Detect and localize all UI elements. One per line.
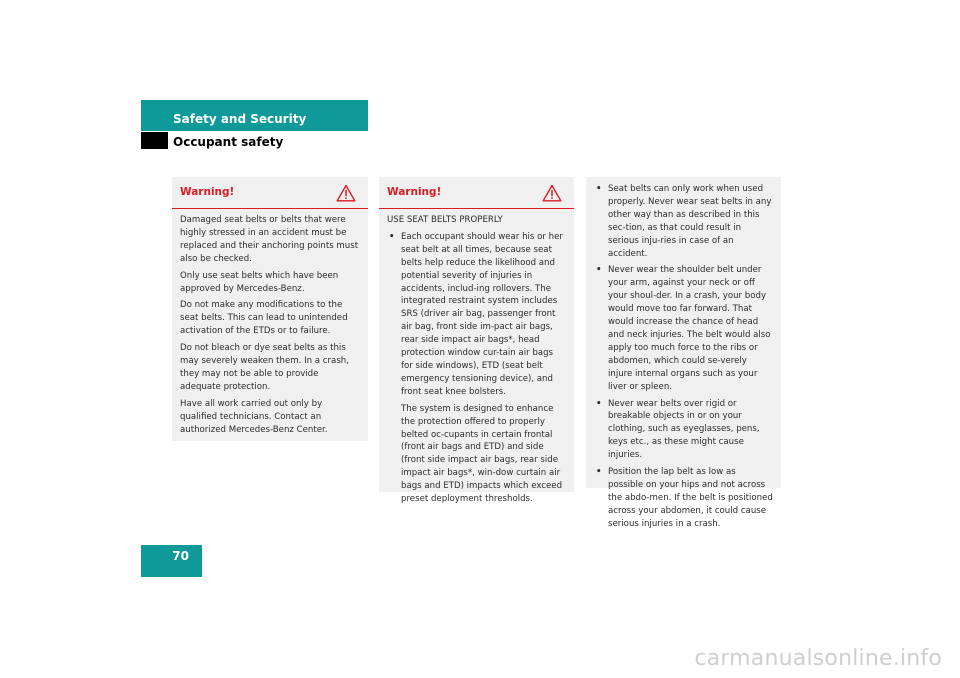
paragraph: Do not make any modifications to the seat belts. This can lead to unintended activation of the ETDs or to failure. (180, 300, 348, 337)
warning-header (172, 177, 368, 209)
paragraph: Do not bleach or dye seat belts as this may severely weaken them. In a crash, they may not be able to provide adequate protection. (180, 343, 349, 392)
list-item-text: Seat belts can only work when used properly. Never wear seat belts in any other way than as described in this sec-tion, as that could result in serious inju-ries in case of an accident. (608, 184, 772, 259)
list-item (594, 466, 773, 531)
warning-body (379, 209, 574, 506)
bullet-list (387, 231, 566, 399)
warning-triangle-icon (336, 184, 356, 202)
subsection-title: Occupant safety (173, 135, 284, 149)
list-item-text: Never wear the shoulder belt under your arm, against your neck or off your shoul-der. In a crash, your body would move too far forward. That would increase the chance of head and neck injuries. The belt would also apply too much force to the ribs or abdomen, which could se-verely injure internal organs such as your liver or spleen. (608, 265, 771, 392)
bullet-mark: • (596, 265, 602, 276)
paragraph: Only use seat belts which have been approved by Mercedes-Benz. (180, 270, 339, 294)
list-item (594, 398, 773, 463)
list-item (594, 183, 773, 260)
warning-panel-use-seat-belts (379, 177, 574, 505)
bullet-mark: • (389, 231, 395, 242)
paragraph: Damaged seat belts or belts that were highly stressed in an accident must be replaced and their anchoring points must also be checked. (180, 215, 359, 264)
watermark: carmanualsonline.info (694, 646, 942, 671)
list-item-text: Each occupant should wear his or her seat belt at all times, because seat belts help reduce the likelihood and potential severity of injuries in accidents, includ-ing rollovers. The integrated restraint system includes SRS (driver air bag, passenger front air bag, front side im-pact air bags, rear side impact air bags*, head protection window cur-tain air bags for side windows), ETD (seat belt emergency tensioning device), and front seat knee bolsters. (401, 231, 563, 397)
list-item-text: Position the lap belt as low as possible on your hips and not across the abdo-men. If the belt is positioned across your abdomen, it could cause serious injuries in a crash. (608, 467, 773, 529)
warning-label: Warning! (387, 186, 442, 198)
warning-heading: USE SEAT BELTS PROPERLY (387, 215, 503, 225)
bullet-list (594, 183, 773, 531)
list-item (387, 231, 566, 399)
subsection-marker (141, 132, 168, 149)
bullet-mark: • (596, 467, 602, 478)
bullet-mark: • (596, 398, 602, 409)
paragraph: Have all work carried out only by qualified technicians. Contact an authorized Mercedes-Benz Center. (180, 398, 328, 435)
seat-belt-instructions-panel (586, 177, 781, 529)
list-item-text: Never wear belts over rigid or breakable objects in or on your clothing, such as eyeglasses, pens, keys etc., as these might cause injuries. (608, 398, 760, 461)
page-number: 70 (172, 549, 189, 563)
bullet-mark: • (596, 184, 602, 194)
warning-triangle-icon (542, 184, 562, 202)
paragraph: The system is designed to enhance the protection offered to properly belted oc-cupants in certain frontal (front air bags and ETD) and side (front side impact air bags, rear side impact air bags*, win-dow curtain air bags and ETD) impacts which exceed preset deployment thresholds. (401, 403, 563, 505)
warning-header (379, 177, 574, 209)
list-item (594, 264, 773, 393)
warning-panel-seat-belt-care (172, 177, 368, 441)
section-title: Safety and Security (173, 112, 307, 126)
warning-label: Warning! (180, 186, 235, 198)
instructions-body (586, 177, 781, 531)
warning-body (172, 209, 368, 437)
